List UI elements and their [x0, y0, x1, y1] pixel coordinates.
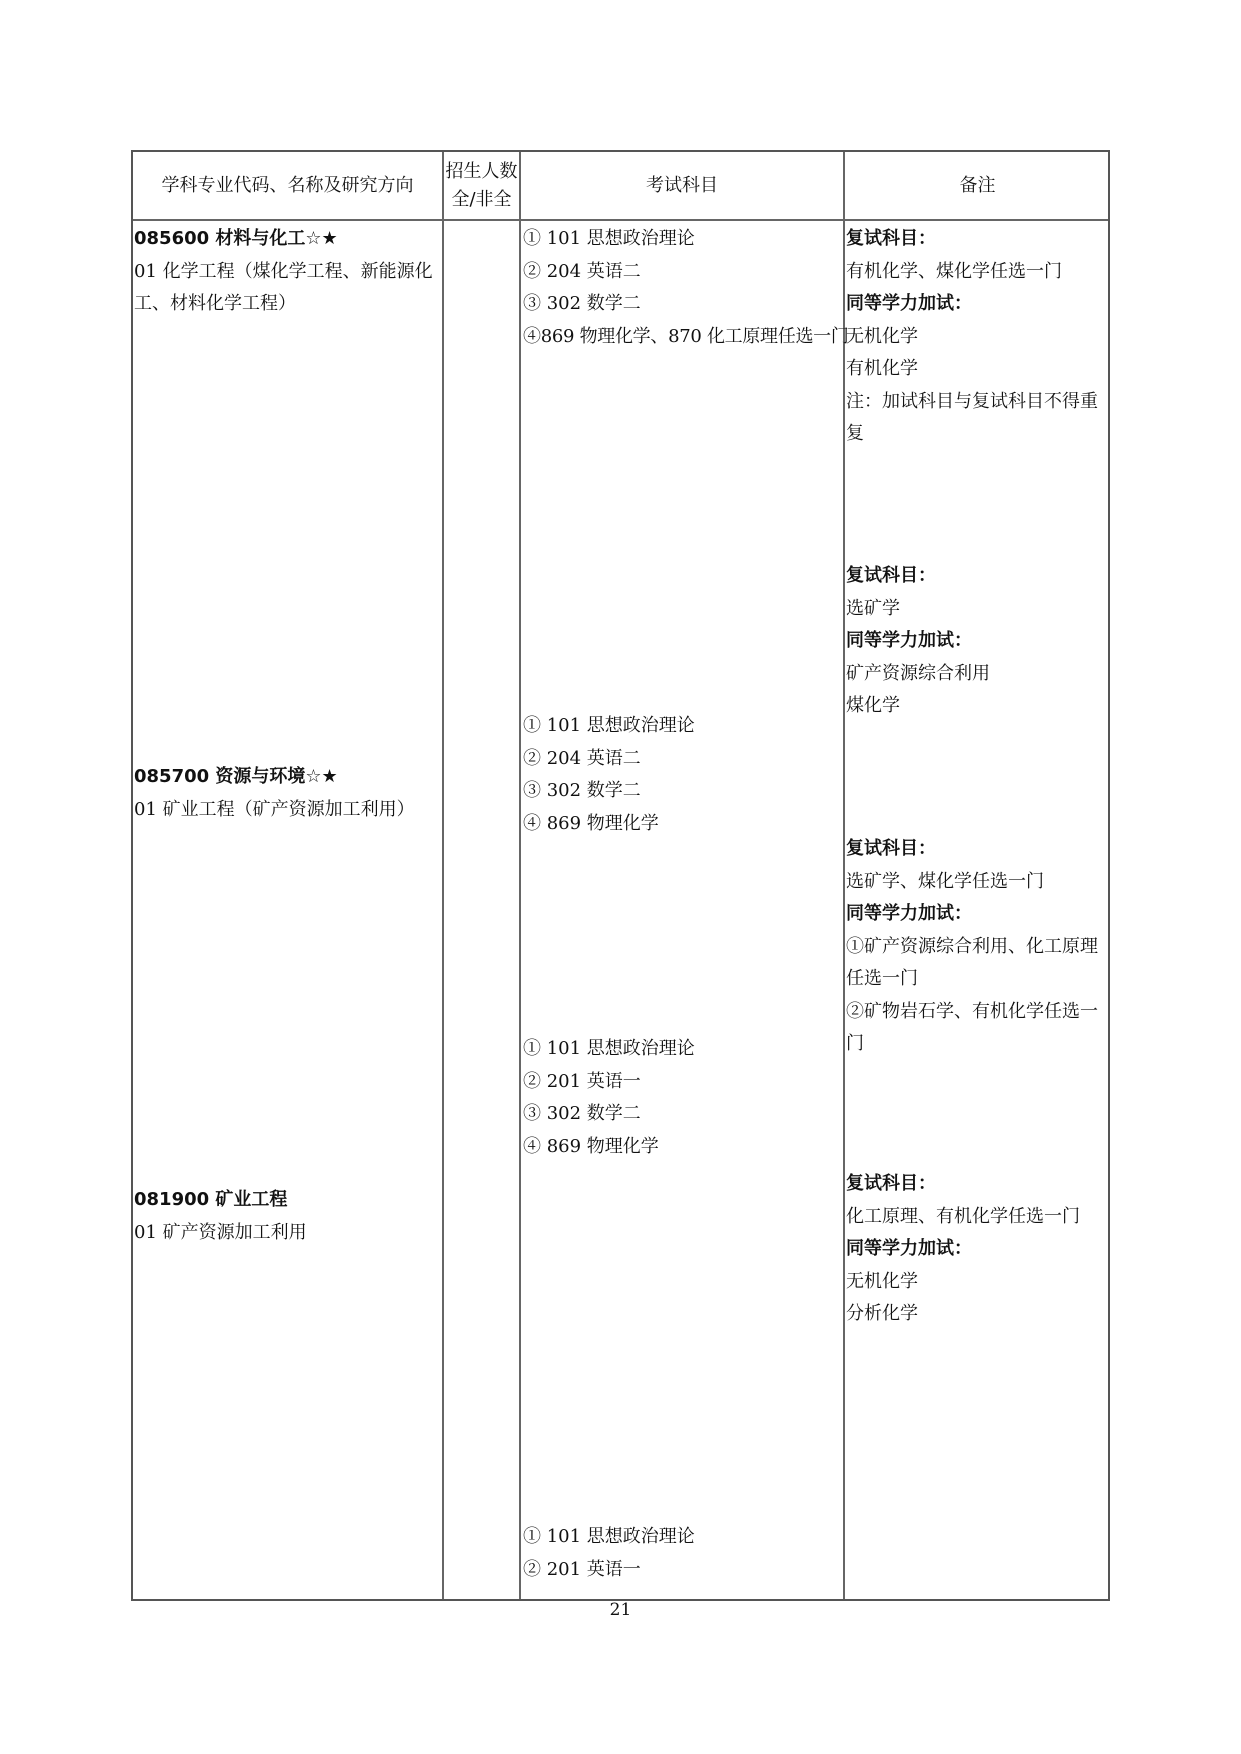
exam-subject: ③ 302 数学二 — [523, 293, 641, 314]
remark-note: 注：加试科目与复试科目不得重复 — [846, 390, 1098, 444]
exam-subject: ① 101 思想政治理论 — [523, 228, 695, 249]
equiv-subject: 无机化学 — [846, 325, 918, 347]
equiv-label: 同等学力加试： — [846, 630, 972, 651]
exam-subject-list — [523, 710, 843, 840]
header-enrollment-line1: 招生人数 — [445, 160, 518, 182]
exam-subject: ③ 302 数学二 — [523, 780, 641, 801]
header-remarks: 备注 — [959, 174, 996, 196]
exam-subject-list — [523, 223, 849, 353]
equiv-subject: ②矿物岩石学、有机化学任选一门 — [846, 1000, 1098, 1054]
program-direction: 01 矿业工程（矿产资源加工利用） — [134, 798, 415, 820]
program-direction: 01 矿产资源加工利用 — [134, 1221, 307, 1243]
exam-subject: ④ 869 物理化学 — [523, 812, 659, 834]
retest-label: 复试科目： — [846, 565, 936, 586]
program-code-name: 085600 材料与化工☆★ — [134, 228, 338, 249]
program-entry — [134, 761, 439, 826]
exam-subject-list — [523, 1521, 843, 1586]
exam-subject: ② 204 英语二 — [523, 747, 641, 769]
exam-subject: ① 101 思想政治理论 — [523, 1526, 695, 1547]
retest-subjects: 化工原理、有机化学任选一门 — [846, 1205, 1080, 1227]
retest-subjects: 选矿学 — [846, 597, 900, 619]
equiv-subject: 分析化学 — [846, 1303, 918, 1324]
equiv-label: 同等学力加试： — [846, 903, 972, 924]
exam-subject: ② 201 英语一 — [523, 1558, 641, 1580]
exam-subject-list — [523, 1033, 843, 1163]
page-number: 21 — [609, 1600, 632, 1620]
retest-label: 复试科目： — [846, 228, 936, 249]
exam-subject: ① 101 思想政治理论 — [523, 715, 695, 736]
retest-subjects: 选矿学、煤化学任选一门 — [846, 870, 1044, 892]
column-divider — [519, 152, 521, 1599]
equiv-subject: ①矿产资源综合利用、化工原理任选一门 — [846, 935, 1098, 989]
column-divider — [843, 152, 845, 1599]
admissions-table — [131, 150, 1110, 1601]
equiv-subject: 有机化学 — [846, 358, 918, 379]
program-code-name: 081900 矿业工程 — [134, 1189, 288, 1210]
equiv-subject: 矿产资源综合利用 — [846, 662, 990, 684]
program-entry — [134, 223, 439, 321]
equiv-label: 同等学力加试： — [846, 293, 972, 314]
remarks-entry — [846, 560, 1108, 723]
exam-subject: ④ 869 物理化学 — [523, 1135, 659, 1157]
program-entry — [134, 1184, 439, 1249]
exam-subject: ② 201 英语一 — [523, 1070, 641, 1092]
exam-subject: ① 101 思想政治理论 — [523, 1038, 695, 1059]
header-divider — [133, 219, 1108, 221]
header-enrollment-line2: 全/非全 — [451, 188, 512, 210]
retest-subjects: 有机化学、煤化学任选一门 — [846, 260, 1062, 282]
equiv-label: 同等学力加试： — [846, 1238, 972, 1259]
retest-label: 复试科目： — [846, 838, 936, 859]
remarks-entry — [846, 223, 1108, 451]
equiv-subject: 煤化学 — [846, 695, 900, 716]
equiv-subject: 无机化学 — [846, 1270, 918, 1292]
remarks-entry — [846, 833, 1108, 1061]
program-direction: 01 化学工程（煤化学工程、新能源化工、材料化学工程） — [134, 260, 433, 314]
header-enrollment — [444, 152, 519, 219]
column-divider — [442, 152, 444, 1599]
remarks-entry — [846, 1168, 1108, 1331]
header-exam-subjects: 考试科目 — [646, 174, 718, 196]
exam-subject: ② 204 英语二 — [523, 260, 641, 282]
program-code-name: 085700 资源与环境☆★ — [134, 766, 338, 787]
retest-label: 复试科目： — [846, 1173, 936, 1194]
exam-subject: ④869 物理化学、870 化工原理任选一门 — [523, 325, 849, 347]
exam-subject: ③ 302 数学二 — [523, 1103, 641, 1124]
header-program: 学科专业代码、名称及研究方向 — [161, 174, 414, 196]
